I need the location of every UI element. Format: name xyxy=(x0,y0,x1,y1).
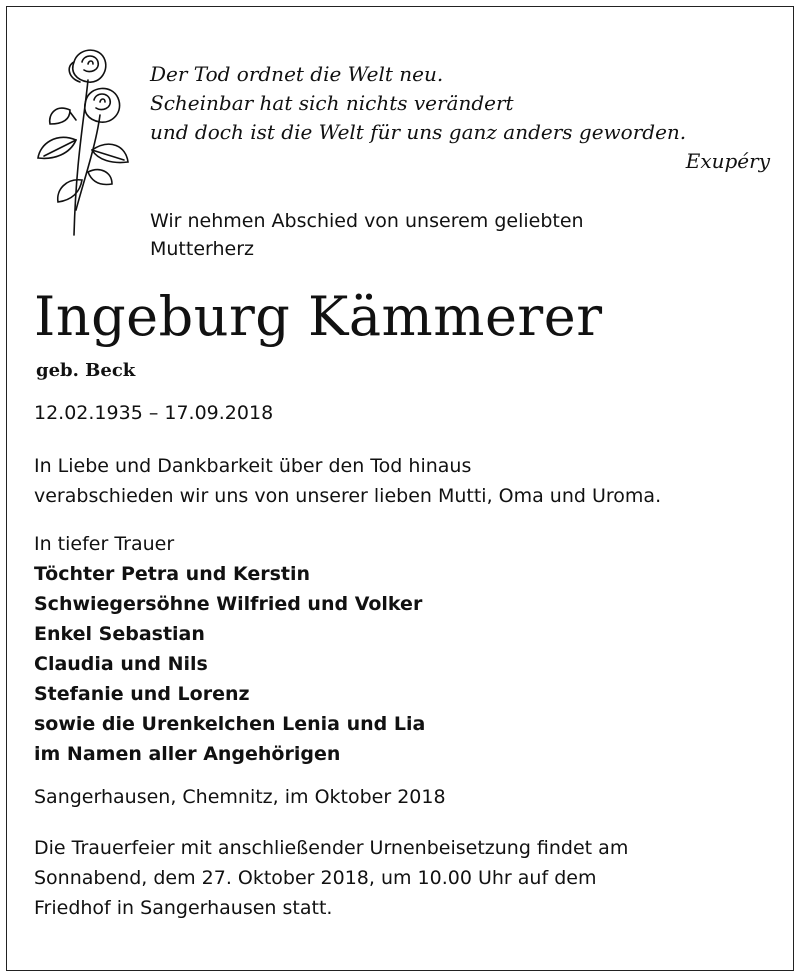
rose-icon xyxy=(26,40,136,240)
quote-line: Der Tod ordnet die Welt neu. xyxy=(150,62,444,86)
ceremony-line: Die Trauerfeier mit anschließender Urnenbeisetzung findet am xyxy=(34,837,629,859)
mourner-line: sowie die Urenkelchen Lenia und Lia xyxy=(34,713,426,735)
deceased-name: Ingeburg Kämmerer xyxy=(34,285,603,348)
quote-block xyxy=(150,60,770,176)
ceremony-line: Sonnabend, dem 27. Oktober 2018, um 10.00 Uhr auf dem xyxy=(34,867,597,889)
mourner-line: Stefanie und Lorenz xyxy=(34,683,250,705)
life-dates: 12.02.1935 – 17.09.2018 xyxy=(34,402,274,424)
ceremony-text xyxy=(34,833,628,923)
quote-author: Exupéry xyxy=(685,149,770,173)
ceremony-line: Friedhof in Sangerhausen statt. xyxy=(34,897,333,919)
mourners-heading: In tiefer Trauer xyxy=(34,533,175,555)
place-date: Sangerhausen, Chemnitz, im Oktober 2018 xyxy=(34,786,446,808)
intro-line: Wir nehmen Abschied von unserem geliebten xyxy=(150,210,584,232)
mourner-line: Töchter Petra und Kerstin xyxy=(34,563,311,585)
farewell-line: In Liebe und Dankbarkeit über den Tod hinaus xyxy=(34,455,472,477)
intro-line: Mutterherz xyxy=(150,238,255,260)
mourner-line: Enkel Sebastian xyxy=(34,623,205,645)
quote-line: Scheinbar hat sich nichts verändert xyxy=(150,91,514,115)
quote-line: und doch ist die Welt für uns ganz anders geworden. xyxy=(150,120,687,144)
mourner-line: Schwiegersöhne Wilfried und Volker xyxy=(34,593,423,615)
mourner-line: Claudia und Nils xyxy=(34,653,208,675)
mourners-block xyxy=(34,529,425,769)
farewell-text xyxy=(34,451,661,511)
farewell-line: verabschieden wir uns von unserer lieben Mutti, Oma und Uroma. xyxy=(34,485,662,507)
intro-text xyxy=(150,207,584,263)
mourner-line: im Namen aller Angehörigen xyxy=(34,743,341,765)
birth-name: geb. Beck xyxy=(36,360,136,381)
